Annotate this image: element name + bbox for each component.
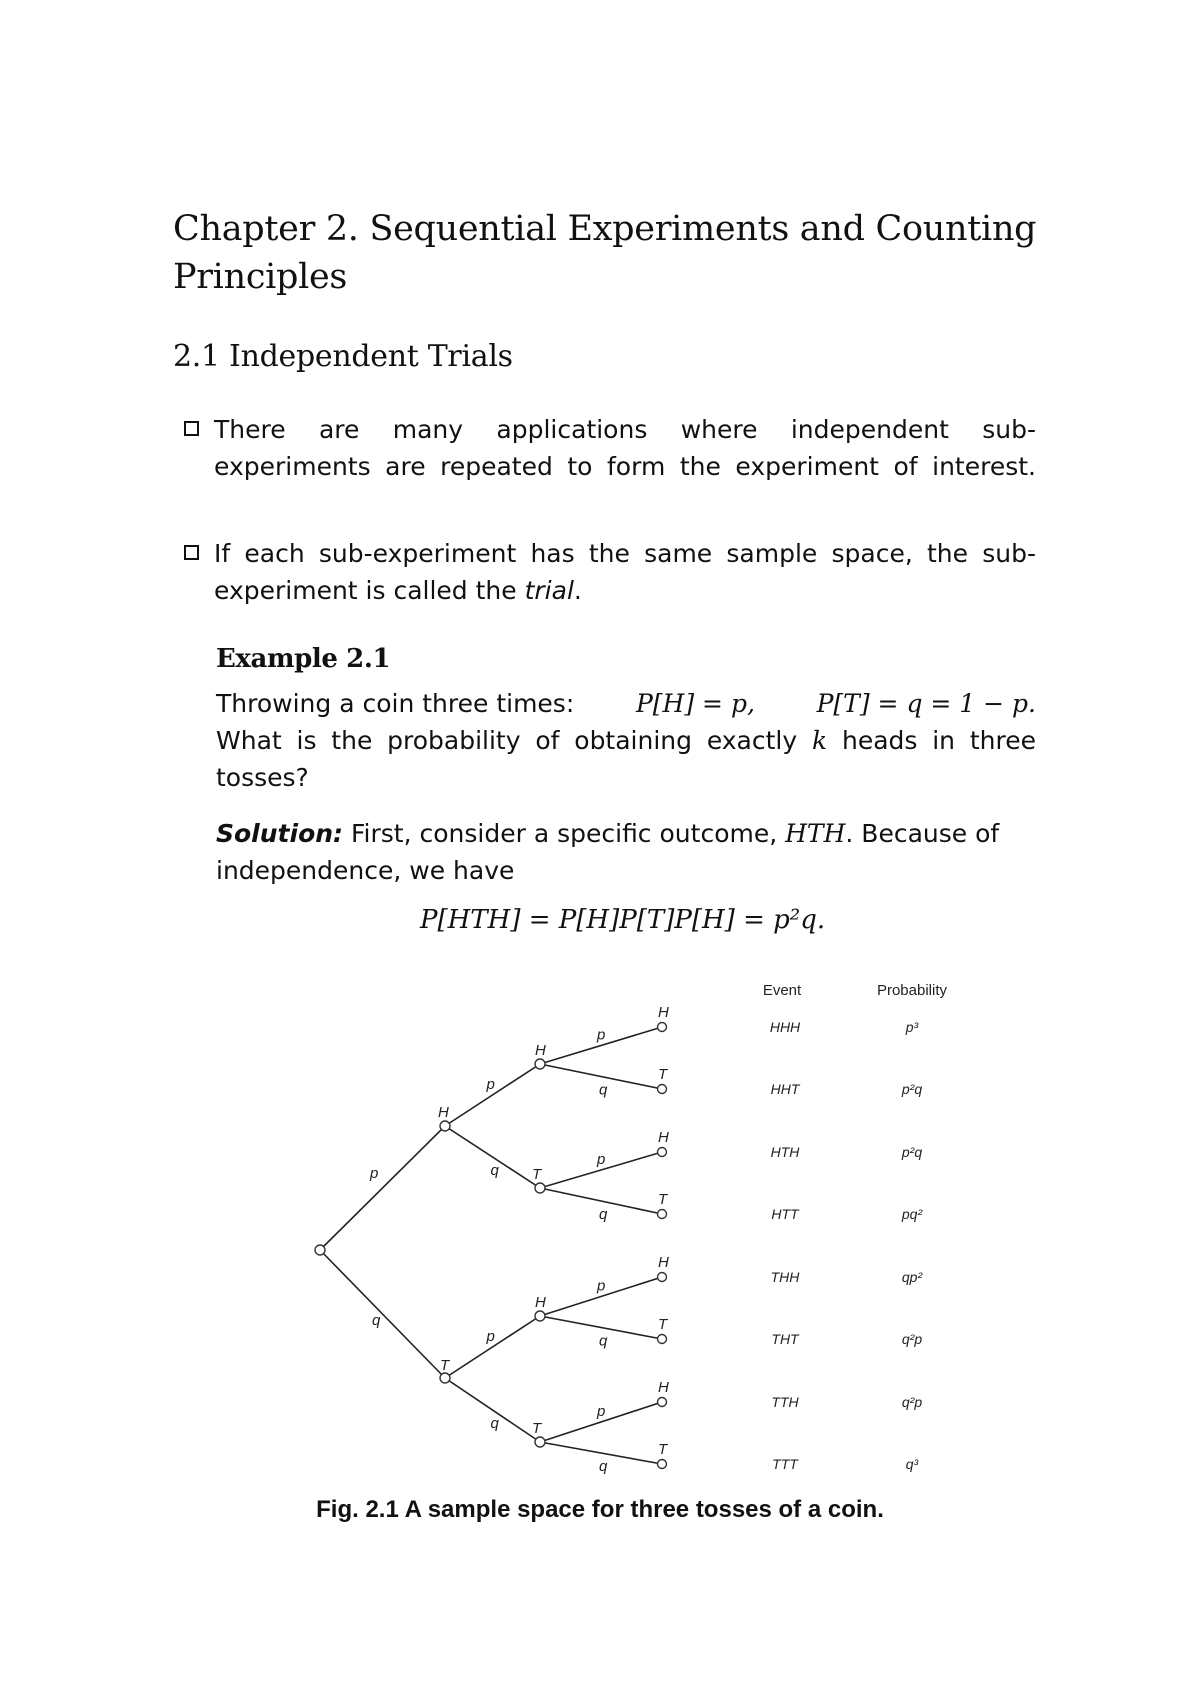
branch-edge bbox=[320, 1126, 445, 1250]
probability-column-header: Probability bbox=[876, 982, 948, 999]
node-label-h: H bbox=[658, 1379, 669, 1396]
edge-label-q: q bbox=[599, 1458, 608, 1475]
probability-cell: qp² bbox=[901, 1269, 923, 1285]
node-label-t: T bbox=[440, 1357, 450, 1374]
solution-label: Solution: bbox=[216, 819, 344, 848]
edge-label-q: q bbox=[372, 1312, 381, 1329]
bullet-text: If each sub-experiment has the same sample space, the sub-experiment is called the bbox=[214, 539, 1036, 605]
branch-edge bbox=[445, 1316, 540, 1378]
tree-leaf-node bbox=[658, 1398, 667, 1407]
section-title: 2.1 Independent Trials bbox=[173, 339, 513, 374]
event-cell: HTT bbox=[771, 1206, 799, 1222]
event-cell: HHT bbox=[770, 1081, 800, 1097]
probability-cell: pq² bbox=[901, 1206, 923, 1222]
node-label-t: T bbox=[658, 1191, 668, 1208]
solution-text-end: . Because of independence, we have bbox=[216, 819, 1000, 885]
probability-cell: q³ bbox=[905, 1456, 919, 1472]
event-cell: TTT bbox=[772, 1456, 798, 1472]
prob-heads: P[H] = p, bbox=[635, 689, 755, 718]
tree-leaf-node bbox=[658, 1273, 667, 1282]
node-label-h: H bbox=[658, 1129, 669, 1146]
edge-label-p: p bbox=[597, 1026, 606, 1044]
example-title: Example 2.1 bbox=[216, 644, 391, 674]
tree-leaf-node bbox=[658, 1148, 667, 1157]
branch-edge bbox=[320, 1250, 445, 1378]
event-cell: HTH bbox=[770, 1144, 800, 1160]
edge-label-q: q bbox=[490, 1415, 499, 1432]
probability-cell: q²p bbox=[901, 1394, 923, 1410]
event-cell: TTH bbox=[771, 1394, 799, 1410]
probability-cell: p²q bbox=[901, 1081, 923, 1097]
edge-label-p: p bbox=[597, 1151, 606, 1168]
node-label-t: T bbox=[658, 1066, 668, 1083]
node-label-t: T bbox=[532, 1166, 542, 1183]
node-label-h: H bbox=[535, 1042, 546, 1059]
question-k: k bbox=[812, 726, 828, 755]
edge-label-p: p bbox=[486, 1328, 495, 1345]
branch-edge bbox=[445, 1064, 540, 1126]
tree-node bbox=[535, 1059, 545, 1069]
node-label-t: T bbox=[658, 1441, 668, 1458]
tree-node bbox=[315, 1245, 325, 1255]
event-cell: THT bbox=[771, 1331, 799, 1347]
probability-cell: q²p bbox=[901, 1331, 923, 1347]
chapter-title: Chapter 2. Sequential Experiments and Counting Principles bbox=[173, 209, 1037, 297]
edge-label-q: q bbox=[599, 1081, 608, 1099]
prob-tails: P[T] = q = 1 − p. bbox=[816, 689, 1036, 718]
node-label-t: T bbox=[532, 1420, 542, 1437]
tree-leaf-node bbox=[658, 1023, 667, 1032]
question-text: What is the probability of obtaining exactly bbox=[216, 726, 812, 755]
tree-node bbox=[535, 1311, 545, 1321]
tree-node bbox=[440, 1373, 450, 1383]
tree-leaf-node bbox=[658, 1085, 667, 1094]
node-label-t: T bbox=[658, 1316, 668, 1333]
solution-outcome: HTH bbox=[785, 819, 846, 848]
node-label-h: H bbox=[438, 1104, 449, 1121]
bullet-text: There are many applications where independent sub-experiments are repeated to form the experiment of interest. bbox=[214, 415, 1036, 481]
node-label-h: H bbox=[658, 1254, 669, 1271]
tree-node bbox=[535, 1183, 545, 1193]
edge-label-q: q bbox=[599, 1206, 608, 1223]
example-intro: Throwing a coin three times: bbox=[216, 689, 575, 718]
tree-leaf-node bbox=[658, 1210, 667, 1219]
tree-leaf-node bbox=[658, 1335, 667, 1344]
solution-text: First, consider a specific outcome, bbox=[343, 819, 786, 848]
probability-cell: p³ bbox=[905, 1019, 919, 1035]
probability-cell: p²q bbox=[901, 1144, 923, 1160]
event-column-header: Event bbox=[762, 982, 802, 999]
edge-label-p: p bbox=[597, 1277, 606, 1295]
node-label-h: H bbox=[535, 1294, 546, 1311]
edge-label-p: p bbox=[486, 1076, 495, 1093]
branch-edge bbox=[445, 1378, 540, 1442]
edge-label-p: p bbox=[597, 1403, 606, 1420]
tree-leaf-node bbox=[658, 1460, 667, 1469]
tree-node bbox=[535, 1437, 545, 1447]
event-cell: THH bbox=[770, 1269, 800, 1285]
tree-node bbox=[440, 1121, 450, 1131]
edge-label-q: q bbox=[599, 1332, 608, 1350]
edge-label-q: q bbox=[490, 1162, 499, 1179]
question-text-end: heads in three tosses? bbox=[216, 726, 1036, 792]
bullet-text-end: . bbox=[573, 576, 582, 605]
event-cell: HHH bbox=[769, 1019, 801, 1035]
node-label-h: H bbox=[658, 1004, 669, 1021]
probability-equation: P[HTH] = P[H]P[T]P[H] = p²q. bbox=[420, 905, 826, 935]
figure-caption: Fig. 2.1 A sample space for three tosses of a coin. bbox=[316, 1496, 884, 1523]
trial-term: trial bbox=[524, 576, 574, 605]
edge-label-p: p bbox=[370, 1165, 379, 1182]
